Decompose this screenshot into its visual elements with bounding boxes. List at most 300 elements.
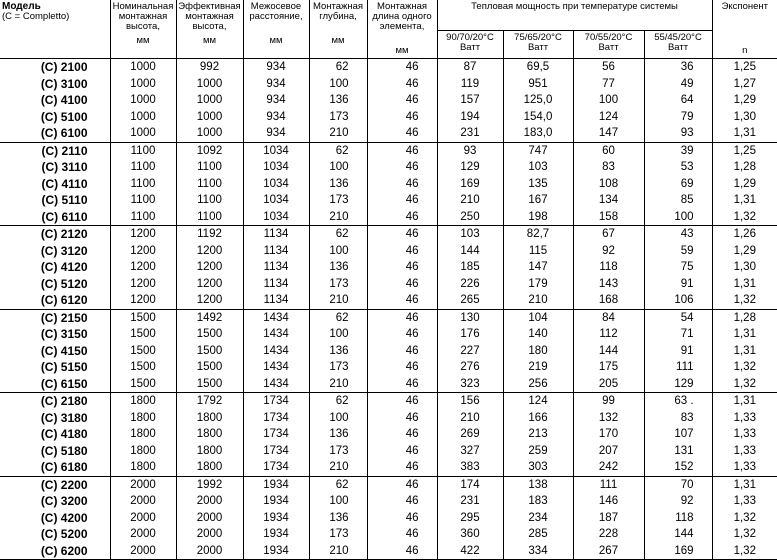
nominal-height-cell: 1200 — [110, 226, 176, 243]
effective-height-cell: 1992 — [176, 476, 243, 493]
power-unit-label: Ватт — [598, 42, 619, 53]
power-70-55-cell: 92 — [573, 243, 644, 260]
exponent-cell: 1,31 — [712, 326, 777, 343]
table-row — [0, 192, 777, 209]
nominal-height-cell: 1800 — [110, 443, 176, 460]
power-55-45-cell: 36 — [644, 59, 712, 76]
axis-distance-cell: 1734 — [243, 410, 309, 427]
power-90-70-cell: 174 — [437, 476, 503, 493]
power-90-70-cell: 323 — [437, 376, 503, 393]
exponent-cell: 1,29 — [712, 92, 777, 109]
model-cell: (C) 4200 — [40, 510, 88, 525]
exponent-cell: 1,29 — [712, 243, 777, 260]
axis-distance-cell: 1134 — [243, 292, 309, 309]
nominal-height-cell: 1800 — [110, 393, 176, 410]
model-cell: (C) 6180 — [0, 459, 110, 476]
power-75-65-cell: 219 — [503, 359, 573, 376]
power-70-55-cell: 100 — [573, 92, 644, 109]
effective-height-cell: 1000 — [176, 109, 243, 126]
axis-distance-cell: 1034 — [243, 159, 309, 176]
power-70-55-cell: 83 — [573, 159, 644, 176]
table-row — [0, 109, 777, 126]
nominal-height-cell: 1000 — [110, 125, 176, 142]
exponent-cell: 1,31 — [712, 125, 777, 142]
axis-distance-cell: 1934 — [243, 493, 309, 510]
nominal-height-unit: мм — [136, 35, 150, 46]
power-55-45-cell: 83 — [644, 410, 712, 427]
effective-height-cell: 1000 — [176, 92, 243, 109]
exponent-unit: n — [742, 45, 748, 56]
depth-cell: 62 — [309, 476, 367, 493]
model-header — [0, 0, 110, 59]
power-75-65-cell: 124 — [503, 393, 573, 410]
nominal-height-cell: 2000 — [110, 476, 176, 493]
axis-distance-cell: 1734 — [243, 459, 309, 476]
element-length-cell: 46 — [367, 309, 437, 326]
depth-cell: 173 — [309, 526, 367, 543]
exponent-cell: 1,32 — [712, 376, 777, 393]
power-55-45-cell: 100 — [644, 209, 712, 226]
axis-distance-cell: 1034 — [243, 142, 309, 159]
power-70-55-cell: 267 — [573, 543, 644, 560]
power-55-45-cell: 53 — [644, 159, 712, 176]
model-cell: (C) 6120 — [0, 292, 110, 309]
element-length-cell: 46 — [367, 159, 437, 176]
nominal-height-label: Номинальная монтажная высота, — [112, 1, 174, 32]
power-75-65-cell: 147 — [503, 259, 573, 276]
nominal-height-cell: 1800 — [110, 410, 176, 427]
power-90-70-cell: 360 — [437, 526, 503, 543]
axis-distance-cell: 1934 — [243, 476, 309, 493]
exponent-cell: 1,31 — [712, 192, 777, 209]
nominal-height-cell: 2000 — [110, 510, 176, 527]
depth-cell: 173 — [309, 443, 367, 460]
power-70-55-cell: 158 — [573, 209, 644, 226]
axis-distance-cell: 934 — [243, 59, 309, 76]
power-55-45-cell: 106 — [644, 292, 712, 309]
power-90-70-cell: 276 — [437, 359, 503, 376]
exponent-cell: 1,28 — [712, 159, 777, 176]
element-length-cell: 46 — [367, 243, 437, 260]
table-row — [0, 209, 777, 226]
depth-cell: 136 — [309, 343, 367, 360]
exponent-cell: 1,25 — [712, 142, 777, 159]
power-55-45-cell: 93 — [644, 125, 712, 142]
effective-height-cell: 992 — [176, 59, 243, 76]
power-90-70-cell: 157 — [437, 92, 503, 109]
effective-height-cell: 1800 — [176, 426, 243, 443]
exponent-cell: 1,32 — [712, 526, 777, 543]
table-row — [0, 292, 777, 309]
element-length-cell: 46 — [367, 259, 437, 276]
power-75-65-cell: 115 — [503, 243, 573, 260]
power-75-65-cell: 259 — [503, 443, 573, 460]
model-cell: (C) 2100 — [40, 60, 88, 75]
power-70-55-cell: 111 — [573, 476, 644, 493]
depth-cell: 136 — [309, 510, 367, 527]
model-cell: (C) 5180 — [40, 443, 88, 458]
nominal-height-cell: 1800 — [110, 426, 176, 443]
table-body — [0, 59, 777, 560]
depth-cell: 210 — [309, 125, 367, 142]
axis-distance-unit: мм — [269, 35, 283, 46]
element-length-cell: 46 — [367, 459, 437, 476]
power-unit-label: Ватт — [459, 42, 481, 53]
model-cell: (C) 2200 — [40, 477, 88, 492]
model-cell: (C) 4110 — [41, 176, 88, 191]
nominal-height-cell: 1200 — [110, 243, 176, 260]
power-70-55-cell: 228 — [573, 526, 644, 543]
power-temp-label: 70/55/20°C — [584, 32, 633, 43]
power-75-65-cell: 256 — [503, 376, 573, 393]
exponent-cell: 1,33 — [712, 426, 777, 443]
model-cell: (C) 3120 — [40, 243, 88, 258]
depth-cell: 100 — [309, 493, 367, 510]
depth-cell: 62 — [309, 226, 367, 243]
power-70-55-cell: 205 — [573, 376, 644, 393]
power-55-45-cell: 92 — [644, 493, 712, 510]
model-cell: (C) 3110 — [41, 160, 88, 175]
power-70-55-cell: 77 — [573, 76, 644, 93]
model-subtitle: (C = Completto) — [2, 11, 70, 22]
axis-distance-cell: 1734 — [243, 426, 309, 443]
model-cell: (C) 3150 — [40, 327, 88, 342]
power-70-55-cell: 108 — [573, 176, 644, 193]
axis-distance-cell: 934 — [243, 109, 309, 126]
power-75-65-cell: 82,7 — [503, 226, 573, 243]
power-70-55-cell: 60 — [573, 142, 644, 159]
nominal-height-header — [110, 0, 176, 59]
power-55-45-cell: 64 — [644, 92, 712, 109]
exponent-cell: 1,31 — [712, 343, 777, 360]
depth-header — [309, 0, 367, 59]
power-90-70-cell: 119 — [437, 76, 503, 93]
model-cell: (C) 5150 — [40, 360, 88, 375]
element-length-cell: 46 — [367, 393, 437, 410]
effective-height-cell: 1500 — [176, 326, 243, 343]
power-70-55-cell: 146 — [573, 493, 644, 510]
effective-height-unit: мм — [202, 35, 217, 46]
nominal-height-cell: 2000 — [110, 543, 176, 560]
power-55-45-cell: 152 — [644, 459, 712, 476]
power-70-55-cell: 144 — [573, 343, 644, 360]
nominal-height-cell: 1000 — [110, 76, 176, 93]
power-75-65-cell: 951 — [503, 76, 573, 93]
axis-distance-cell: 934 — [243, 92, 309, 109]
nominal-height-cell: 2000 — [110, 493, 176, 510]
table-row — [0, 510, 777, 527]
power-75-65-cell: 104 — [503, 309, 573, 326]
nominal-height-cell: 1100 — [110, 159, 176, 176]
effective-height-cell: 1200 — [176, 292, 243, 309]
effective-height-cell: 1100 — [176, 192, 243, 209]
power-90-70-cell: 103 — [437, 226, 503, 243]
effective-height-cell: 1500 — [176, 376, 243, 393]
power-75-65-cell: 183 — [503, 493, 573, 510]
power-90-70-cell: 169 — [437, 176, 503, 193]
effective-height-cell: 1800 — [176, 443, 243, 460]
power-75-65-cell: 179 — [503, 276, 573, 293]
element-length-cell: 46 — [367, 292, 437, 309]
depth-cell: 136 — [309, 92, 367, 109]
exponent-label: Экспонент — [721, 1, 768, 12]
axis-distance-cell: 1034 — [243, 209, 309, 226]
power-75-65-cell: 198 — [503, 209, 573, 226]
power-90-70-cell: 327 — [437, 443, 503, 460]
exponent-cell: 1,32 — [712, 359, 777, 376]
nominal-height-cell: 1800 — [110, 459, 176, 476]
model-cell: (C) 6100 — [0, 125, 110, 142]
power-75-65-cell: 183,0 — [503, 125, 573, 142]
exponent-cell: 1,31 — [712, 393, 777, 410]
model-cell: (C) 2120 — [40, 227, 88, 242]
power-90-70-cell: 250 — [437, 209, 503, 226]
effective-height-cell: 2000 — [176, 526, 243, 543]
effective-height-header — [176, 0, 243, 59]
table-row — [0, 259, 777, 276]
axis-distance-cell: 1134 — [243, 259, 309, 276]
element-length-cell: 46 — [367, 443, 437, 460]
table-row — [0, 276, 777, 293]
depth-cell: 210 — [309, 543, 367, 560]
depth-cell: 210 — [309, 459, 367, 476]
depth-cell: 136 — [309, 259, 367, 276]
power-90-70-cell: 130 — [437, 309, 503, 326]
power-90-70-cell: 227 — [437, 343, 503, 360]
power-90-70-header — [437, 31, 503, 59]
element-length-cell: 46 — [367, 359, 437, 376]
element-length-unit: мм — [395, 45, 409, 56]
element-length-cell: 46 — [367, 76, 437, 93]
power-75-65-cell: 140 — [503, 326, 573, 343]
element-length-cell: 46 — [367, 92, 437, 109]
model-cell: (C) 2180 — [40, 394, 88, 409]
exponent-cell: 1,33 — [712, 493, 777, 510]
table-row — [0, 92, 777, 109]
effective-height-cell: 1100 — [176, 176, 243, 193]
power-55-45-cell: 71 — [644, 326, 712, 343]
power-55-45-header — [644, 31, 712, 59]
table-row — [0, 309, 777, 326]
model-cell: (C) 5110 — [41, 193, 88, 208]
power-70-55-cell: 84 — [573, 309, 644, 326]
depth-unit: мм — [331, 35, 345, 46]
depth-label: Монтажная глубина, — [312, 1, 364, 22]
heat-output-header: Тепловая мощность при температуре системы — [437, 0, 712, 31]
axis-distance-cell: 934 — [243, 125, 309, 142]
exponent-header — [712, 0, 777, 59]
power-90-70-cell: 194 — [437, 109, 503, 126]
power-55-45-cell: 129 — [644, 376, 712, 393]
effective-height-cell: 1200 — [176, 259, 243, 276]
effective-height-cell: 1000 — [176, 76, 243, 93]
power-55-45-cell: 169 — [644, 543, 712, 560]
effective-height-label: Эффективная монтажная высота, — [178, 1, 241, 32]
table-row — [0, 459, 777, 476]
axis-distance-cell: 1434 — [243, 326, 309, 343]
table-row — [0, 176, 777, 193]
power-70-55-cell: 187 — [573, 510, 644, 527]
element-length-header — [367, 0, 437, 59]
power-75-65-cell: 210 — [503, 292, 573, 309]
table-row — [0, 76, 777, 93]
table-row — [0, 243, 777, 260]
power-75-65-cell: 125,0 — [503, 92, 573, 109]
exponent-cell: 1,30 — [712, 109, 777, 126]
power-55-45-cell: 70 — [644, 476, 712, 493]
axis-distance-label: Межосевое расстояние, — [249, 1, 303, 22]
effective-height-cell: 1800 — [176, 410, 243, 427]
model-cell: (C) 2150 — [40, 310, 88, 325]
effective-height-cell: 1000 — [176, 125, 243, 142]
power-75-65-cell: 234 — [503, 510, 573, 527]
table-row — [0, 443, 777, 460]
model-cell: (C) 4120 — [40, 260, 88, 275]
model-cell: (C) 5100 — [40, 109, 88, 124]
element-length-cell: 46 — [367, 59, 437, 76]
axis-distance-cell: 1134 — [243, 226, 309, 243]
depth-cell: 173 — [309, 276, 367, 293]
nominal-height-cell: 1500 — [110, 326, 176, 343]
power-90-70-cell: 210 — [437, 410, 503, 427]
axis-distance-header — [243, 0, 309, 59]
power-55-45-cell: 91 — [644, 343, 712, 360]
model-cell: (C) 2110 — [41, 143, 88, 158]
power-70-55-cell: 134 — [573, 192, 644, 209]
model-cell: (C) 3200 — [40, 494, 88, 509]
model-cell: (C) 4150 — [40, 343, 88, 358]
depth-cell: 173 — [309, 109, 367, 126]
power-55-45-cell: 39 — [644, 142, 712, 159]
power-70-55-cell: 118 — [573, 259, 644, 276]
model-cell: (C) 6200 — [0, 543, 110, 560]
exponent-cell: 1,32 — [712, 292, 777, 309]
power-90-70-cell: 176 — [437, 326, 503, 343]
power-55-45-cell: 43 — [644, 226, 712, 243]
effective-height-cell: 1792 — [176, 393, 243, 410]
effective-height-cell: 1200 — [176, 276, 243, 293]
nominal-height-cell: 1000 — [110, 109, 176, 126]
exponent-cell: 1,30 — [712, 259, 777, 276]
exponent-cell: 1,26 — [712, 226, 777, 243]
axis-distance-cell: 1934 — [243, 543, 309, 560]
exponent-cell: 1,31 — [712, 276, 777, 293]
table-row — [0, 359, 777, 376]
power-55-45-cell: 79 — [644, 109, 712, 126]
power-55-45-cell: 59 — [644, 243, 712, 260]
model-cell: (C) 5200 — [40, 527, 88, 542]
exponent-cell: 1,33 — [712, 459, 777, 476]
nominal-height-cell: 1000 — [110, 59, 176, 76]
table-row — [0, 125, 777, 142]
effective-height-cell: 1092 — [176, 142, 243, 159]
depth-cell: 136 — [309, 426, 367, 443]
depth-cell: 210 — [309, 209, 367, 226]
exponent-cell: 1,27 — [712, 76, 777, 93]
power-90-70-cell: 422 — [437, 543, 503, 560]
power-75-65-cell: 180 — [503, 343, 573, 360]
element-length-cell: 46 — [367, 476, 437, 493]
axis-distance-cell: 1134 — [243, 276, 309, 293]
effective-height-cell: 1500 — [176, 359, 243, 376]
element-length-cell: 46 — [367, 410, 437, 427]
power-70-55-header — [573, 31, 644, 59]
model-cell: (C) 3100 — [40, 76, 88, 91]
nominal-height-cell: 1500 — [110, 376, 176, 393]
depth-cell: 210 — [309, 292, 367, 309]
element-length-cell: 46 — [367, 125, 437, 142]
power-70-55-cell: 170 — [573, 426, 644, 443]
nominal-height-cell: 1000 — [110, 92, 176, 109]
power-70-55-cell: 132 — [573, 410, 644, 427]
power-75-65-cell: 213 — [503, 426, 573, 443]
table-row — [0, 410, 777, 427]
element-length-cell: 46 — [367, 376, 437, 393]
axis-distance-cell: 1934 — [243, 510, 309, 527]
table-row — [0, 159, 777, 176]
power-70-55-cell: 143 — [573, 276, 644, 293]
model-title: Модель — [2, 1, 41, 12]
model-cell: (C) 6150 — [0, 376, 110, 393]
model-cell: (C) 4180 — [40, 427, 88, 442]
power-55-45-cell: 144 — [644, 526, 712, 543]
power-temp-label: 55/45/20°C — [654, 32, 702, 43]
power-70-55-cell: 112 — [573, 326, 644, 343]
power-90-70-cell: 144 — [437, 243, 503, 260]
power-90-70-cell: 265 — [437, 292, 503, 309]
exponent-cell: 1,33 — [712, 410, 777, 427]
element-length-cell: 46 — [367, 526, 437, 543]
power-55-45-cell: 111 — [644, 359, 712, 376]
nominal-height-cell: 1100 — [110, 209, 176, 226]
power-70-55-cell: 168 — [573, 292, 644, 309]
model-cell: (C) 3180 — [40, 410, 88, 425]
table-header — [0, 0, 777, 59]
power-75-65-cell: 285 — [503, 526, 573, 543]
table-row — [0, 493, 777, 510]
effective-height-cell: 2000 — [176, 543, 243, 560]
power-75-65-cell: 103 — [503, 159, 573, 176]
depth-cell: 100 — [309, 159, 367, 176]
power-70-55-cell: 242 — [573, 459, 644, 476]
table-row — [0, 526, 777, 543]
power-55-45-cell: 63 . — [644, 393, 712, 410]
power-temp-label: 90/70/20°C — [446, 32, 494, 43]
power-75-65-cell: 154,0 — [503, 109, 573, 126]
element-length-cell: 46 — [367, 326, 437, 343]
axis-distance-cell: 1034 — [243, 192, 309, 209]
table-row — [0, 142, 777, 159]
power-55-45-cell: 69 — [644, 176, 712, 193]
effective-height-cell: 1800 — [176, 459, 243, 476]
power-90-70-cell: 295 — [437, 510, 503, 527]
exponent-cell: 1,28 — [712, 309, 777, 326]
depth-cell: 210 — [309, 376, 367, 393]
element-length-cell: 46 — [367, 226, 437, 243]
nominal-height-cell: 1100 — [110, 142, 176, 159]
nominal-height-cell: 2000 — [110, 526, 176, 543]
exponent-cell: 1,32 — [712, 209, 777, 226]
exponent-cell: 1,32 — [712, 543, 777, 560]
power-temp-label: 75/65/20°C — [514, 32, 562, 43]
exponent-cell: 1,29 — [712, 176, 777, 193]
effective-height-cell: 2000 — [176, 510, 243, 527]
nominal-height-cell: 1200 — [110, 292, 176, 309]
effective-height-cell: 1500 — [176, 343, 243, 360]
depth-cell: 100 — [309, 76, 367, 93]
model-cell: (C) 5120 — [40, 276, 88, 291]
element-length-cell: 46 — [367, 510, 437, 527]
